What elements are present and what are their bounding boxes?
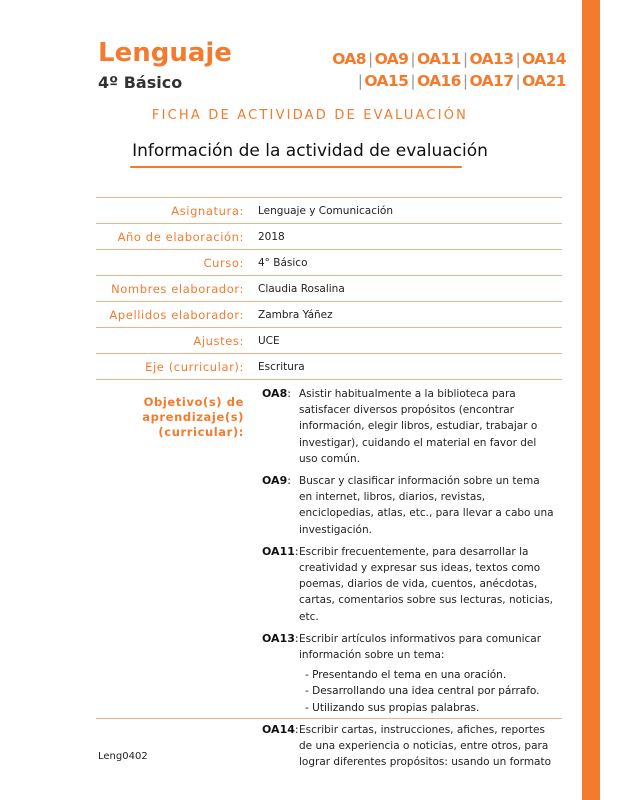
objective-item (262, 386, 556, 467)
objective-text: Asistir habitualmente a la biblioteca para satisfacer diversos propósitos (encontrar información, elegir libros, estudiar, trabajar o investigar), cuidando el material en favor del uso común. (299, 388, 538, 465)
info-table (96, 197, 562, 380)
row-value: 4° Básico (258, 256, 308, 269)
objective-item (262, 631, 556, 716)
oa-separator: | (515, 72, 521, 90)
info-row-course (96, 250, 562, 276)
oa-code: OA8 (332, 50, 366, 68)
oa-separator: | (357, 72, 363, 90)
bullet-item: - Presentando el tema en una oración. (305, 667, 556, 683)
objective-body (299, 631, 556, 716)
oa-code: OA9 (374, 50, 409, 68)
oa-separator: | (367, 50, 373, 68)
objective-code-wrap: OA13: (262, 631, 299, 645)
objectives-list (262, 386, 556, 776)
objectives-label: Objetivo(s) de aprendizaje(s) (curricular): (142, 395, 244, 439)
objective-bullets (299, 667, 556, 716)
info-row-adjustments (96, 328, 562, 354)
row-value: 2018 (258, 230, 285, 243)
info-row-axis (96, 354, 562, 379)
oa-separator: | (410, 72, 415, 90)
row-value: Zambra Yáñez (258, 308, 333, 321)
oa-code: OA15 (364, 72, 409, 90)
row-value: Lenguaje y Comunicación (258, 204, 393, 217)
objective-code: OA8 (262, 387, 288, 400)
objective-code: OA14 (262, 722, 295, 736)
objective-item (262, 722, 556, 771)
objective-code: OA9 (262, 474, 288, 488)
oa-codes-line-1 (332, 48, 566, 70)
objective-text: Escribir frecuentemente, para desarrollar la creatividad y expresar sus ideas, textos como poemas, diarios de vida, cuentos, anécdotas, cartas, comentarios sobre sus lecturas, noticias, etc. (299, 545, 554, 623)
info-row-author-names (96, 276, 562, 302)
objective-code-wrap: OA9: (262, 474, 291, 488)
grade-label: 4º Básico (98, 73, 183, 92)
row-label: Curso: (203, 255, 244, 270)
document-kicker: FICHA DE ACTIVIDAD DE EVALUACIÓN (151, 108, 469, 123)
oa-codes (332, 48, 566, 92)
page-title: Información de la actividad de evaluación (132, 141, 488, 161)
bullet-item: - Utilizando sus propias palabras. (305, 700, 556, 716)
objective-code-wrap: OA14: (262, 722, 299, 736)
row-label: Nombres elaborador: (111, 281, 244, 296)
subject-title: Lenguaje (98, 38, 232, 68)
oa-code: OA16 (416, 72, 461, 90)
oa-code: OA21 (522, 72, 566, 90)
objective-text: Escribir artículos informativos para comunicar información sobre un tema: (299, 632, 542, 662)
objective-text: Buscar y clasificar información sobre un tema en internet, libros, diarios, revistas, enciclopedias, atlas, etc., para llevar a cabo una investigación. (299, 475, 554, 536)
oa-code: OA11 (416, 50, 461, 68)
oa-separator: | (410, 50, 415, 68)
row-label: Eje (curricular): (145, 359, 244, 374)
objective-item (262, 544, 556, 625)
objective-code: OA13 (262, 631, 295, 645)
objective-text: Escribir cartas, instrucciones, afiches, reportes de una experiencia o noticias, entre otros, para lograr diferentes propósitos: usando un formato (299, 723, 552, 769)
info-row-subject (96, 198, 562, 224)
oa-separator: | (515, 50, 521, 68)
info-row-author-surnames (96, 302, 562, 328)
row-value: Escritura (258, 360, 305, 373)
oa-separator: | (462, 72, 468, 90)
objective-item (262, 473, 556, 538)
oa-codes-line-2 (332, 70, 566, 92)
objective-code-wrap: OA11: (262, 544, 299, 558)
objective-code: OA11 (262, 544, 295, 558)
title-underline (130, 166, 462, 168)
row-value: UCE (258, 334, 280, 347)
row-label: Apellidos elaborador: (109, 307, 244, 322)
oa-code: OA14 (522, 50, 566, 68)
row-label: Año de elaboración: (117, 229, 244, 244)
info-row-year (96, 224, 562, 250)
oa-code: OA13 (469, 50, 514, 68)
row-label: Asignatura: (171, 203, 244, 218)
bullet-item: - Desarrollando una idea central por párrafo. (305, 683, 556, 699)
oa-separator: | (462, 50, 468, 68)
objective-code-wrap: OA8: (262, 387, 291, 400)
row-label: Ajustes: (193, 333, 244, 348)
oa-code: OA17 (469, 72, 514, 90)
document-code: Leng0402 (98, 751, 148, 762)
row-value: Claudia Rosalina (258, 282, 345, 295)
